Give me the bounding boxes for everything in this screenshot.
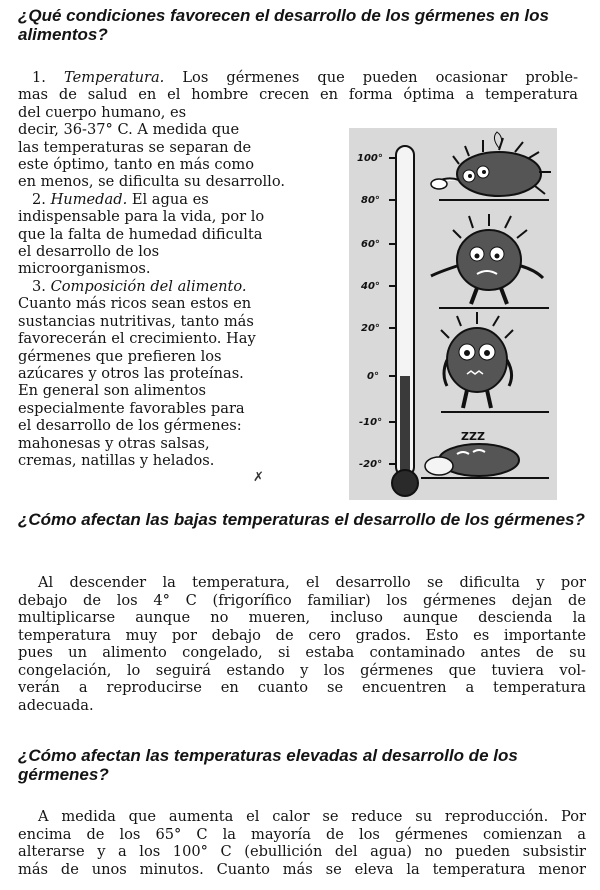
thermometer-bulb xyxy=(392,470,418,496)
scale-label-40: 40° xyxy=(361,281,380,292)
text-line: este óptimo, tanto en más como xyxy=(18,156,255,174)
text-line: temperatura muy por debajo de cero grados. Esto es importante xyxy=(18,626,586,644)
text-line: verán a reproducirse en cuanto se encuentren a temperatura xyxy=(18,679,586,696)
section-heading-low-temperatures: ¿Cómo afectan las bajas temperaturas el desarrollo de los gérmenes? xyxy=(18,510,585,529)
item-term: Composición del alimento. xyxy=(50,277,247,295)
text-line: sustancias nutritivas, tanto más xyxy=(18,312,254,330)
text-line: cremas, natillas y helados. xyxy=(18,451,215,469)
high-temperatures-text xyxy=(18,808,586,878)
thermometer-svg xyxy=(349,128,557,500)
low-temperatures-text xyxy=(18,574,586,714)
text-line: Cuanto más ricos sean estos en xyxy=(18,295,252,313)
scale-label-20: 20° xyxy=(361,323,380,334)
text-line: En general son alimentos xyxy=(18,382,207,400)
text-line: que la falta de humedad dificulta xyxy=(18,225,263,243)
text-line: alterarse y a los 100° C (ebullición del agua) no pueden subsistir xyxy=(18,843,586,860)
thermometer-illustration xyxy=(349,128,557,500)
text-line: especialmente favorables para xyxy=(18,399,245,417)
text-line: más de unos minutos. Cuanto más se eleva la temperatura menor xyxy=(18,860,586,878)
text-line: gérmenes que prefieren los xyxy=(18,347,222,365)
text-line: pues un alimento congelado, si estaba contaminado antes de su xyxy=(18,644,586,661)
text-line: 2. Humedad. El agua es xyxy=(32,190,209,208)
text-line: en menos, se dificulta su desarrollo. xyxy=(18,173,285,191)
text-line: el desarrollo de los xyxy=(18,243,160,261)
item-term: Temperatura. xyxy=(63,69,165,86)
text-line: decir, 36-37° C. A medida que xyxy=(18,121,240,139)
section-heading-conditions: ¿Qué condiciones favorecen el desarrollo de los gérmenes en los alimentos? xyxy=(18,6,549,44)
scale-label-minus20: -20° xyxy=(359,459,383,470)
text-line: debajo de los 4° C (frigorífico familiar) los gérmenes dejan de xyxy=(18,591,586,609)
section-heading-high-temperatures: ¿Cómo afectan las temperaturas elevadas al desarrollo de los gérmenes? xyxy=(18,746,518,784)
text-line: 1. Temperatura. Los gérmenes que pueden ocasionar proble- xyxy=(32,69,578,86)
text-line: Al descender la temperatura, el desarrollo se dificulta y por xyxy=(38,574,586,591)
text-line: encima de los 65° C la mayoría de los gérmenes comienzan a xyxy=(18,825,586,843)
scale-label-100: 100° xyxy=(357,153,383,164)
text-line: congelación, lo seguirá estando y los gérmenes que tuviera vol- xyxy=(18,661,586,679)
text-line: azúcares y otros las proteínas. xyxy=(18,364,244,382)
scale-label-60: 60° xyxy=(361,239,380,250)
scale-label-minus10: -10° xyxy=(359,417,383,428)
scale-label-0: 0° xyxy=(367,371,379,382)
text-line: las temperaturas se separan de xyxy=(18,138,252,156)
text-line: 3. Composición del alimento. xyxy=(32,277,247,295)
text-line: A medida que aumenta el calor se reduce su reproducción. Por xyxy=(38,808,586,825)
text-line: mahonesas y otras salsas, xyxy=(18,434,210,452)
text-line: del cuerpo humano, es xyxy=(18,103,187,121)
pencil-check-mark: ✗ xyxy=(253,470,264,485)
text-line: favorecerán el crecimiento. Hay xyxy=(18,330,256,348)
thermometer-mercury xyxy=(400,376,410,476)
text-line: indispensable para la vida, por lo xyxy=(18,208,265,226)
text-line: microorganismos. xyxy=(18,260,151,278)
snore-text: ZZZ xyxy=(461,430,485,443)
scale-label-80: 80° xyxy=(361,195,380,206)
text-line: adecuada. xyxy=(18,696,94,714)
item-term: Humedad. xyxy=(50,190,128,208)
text-line: mas de salud en el hombre crecen en forma óptima a temperatura xyxy=(18,86,578,104)
text-line: el desarrollo de los gérmenes: xyxy=(18,417,242,435)
text-line: multiplicarse aunque no mueren, incluso aunque descienda la xyxy=(18,609,586,626)
